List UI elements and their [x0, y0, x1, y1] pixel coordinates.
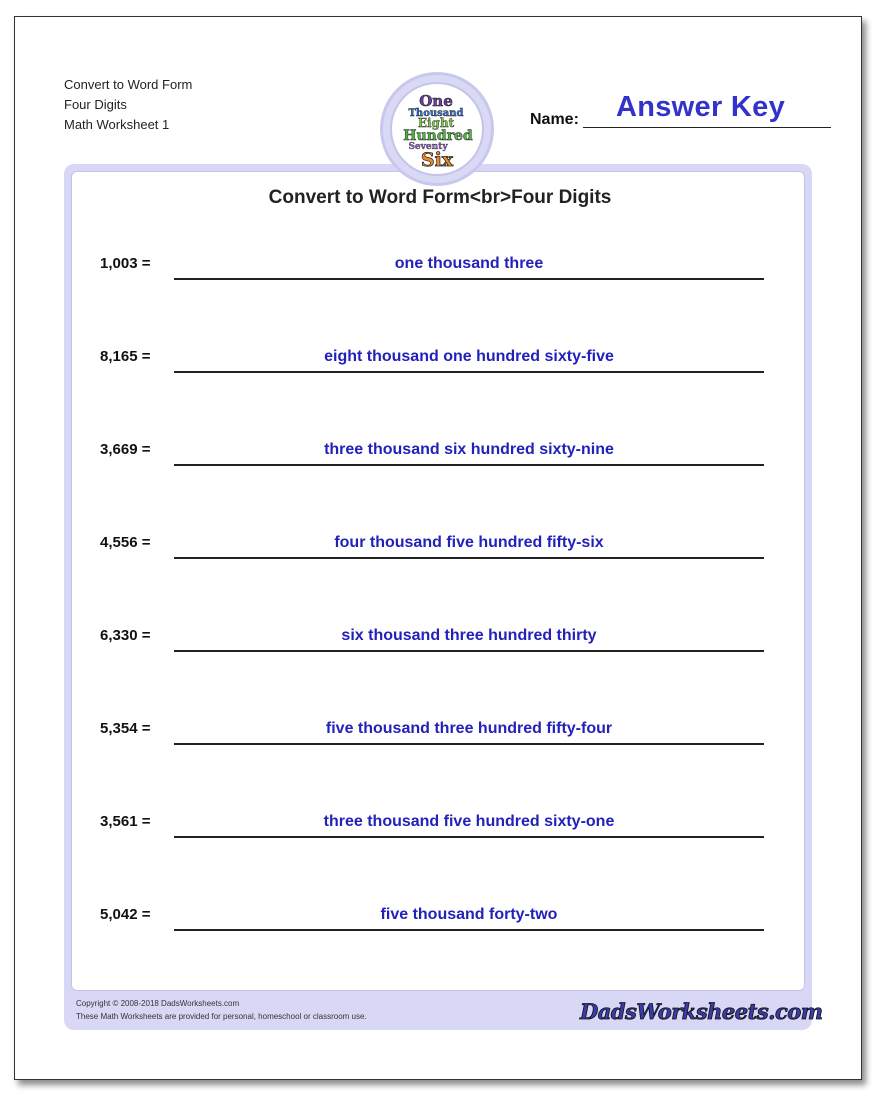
badge-word-seventy: Seventy — [408, 142, 448, 152]
problem-row — [0, 255, 880, 295]
answer-line — [174, 929, 764, 931]
problem-number: 6,330 = — [100, 627, 151, 644]
number-words-logo-icon — [392, 84, 482, 174]
problem-answer: five thousand three hundred fifty-four — [325, 720, 613, 737]
problem-number: 8,165 = — [100, 348, 151, 365]
badge-word-hundred: Hundred — [403, 128, 473, 144]
dadsworksheets-logo-icon — [578, 994, 823, 1028]
answer-line — [174, 743, 764, 745]
worksheet-topic: Convert to Word Form — [64, 77, 193, 92]
problem-number: 3,561 = — [100, 813, 151, 830]
answer-line — [174, 836, 764, 838]
problem-number: 1,003 = — [100, 255, 151, 272]
answer-line — [174, 557, 764, 559]
name-field-line — [583, 127, 831, 128]
badge-word-one: One — [419, 92, 453, 110]
answer-line — [174, 278, 764, 280]
problem-row — [0, 534, 880, 574]
problem-answer: five thousand forty-two — [380, 906, 558, 923]
answer-line — [174, 650, 764, 652]
answer-line — [174, 371, 764, 373]
problem-row — [0, 348, 880, 388]
worksheet-subtopic: Four Digits — [64, 97, 127, 112]
brand-logo-text: DadsWorksheets.com — [580, 999, 823, 1024]
problem-answer: four thousand five hundred fifty-six — [334, 534, 604, 551]
number-words-badge — [380, 72, 494, 186]
problem-answer: one thousand three — [394, 255, 544, 272]
problem-answer: eight thousand one hundred sixty-five — [324, 348, 614, 365]
badge-word-six: Six — [420, 149, 454, 171]
problem-answer: three thousand six hundred sixty-nine — [324, 441, 614, 458]
worksheet-title: Convert to Word Form<br>Four Digits — [268, 187, 612, 208]
problem-row — [0, 627, 880, 667]
problem-number: 4,556 = — [100, 534, 151, 551]
problem-number: 5,354 = — [100, 720, 151, 737]
usage-notice: These Math Worksheets are provided for personal, homeschool or classroom use. — [76, 1012, 367, 1021]
problem-row — [0, 720, 880, 760]
problem-number: 5,042 = — [100, 906, 151, 923]
brand-logo — [578, 994, 823, 1033]
problem-number: 3,669 = — [100, 441, 151, 458]
copyright-text: Copyright © 2008-2018 DadsWorksheets.com — [76, 999, 240, 1008]
badge-logo — [390, 82, 484, 176]
problem-row — [0, 906, 880, 946]
answer-line — [174, 464, 764, 466]
answer-key-label: Answer Key — [616, 91, 786, 123]
problem-row — [0, 813, 880, 853]
problem-answer: three thousand five hundred sixty-one — [323, 813, 615, 830]
problem-answer: six thousand three hundred thirty — [341, 627, 597, 644]
badge-word-thousand: Thousand — [408, 108, 464, 119]
badge-word-eight: Eight — [417, 116, 455, 130]
name-label: Name: — [530, 111, 579, 128]
worksheet-number: Math Worksheet 1 — [64, 117, 170, 132]
problem-row — [0, 441, 880, 481]
